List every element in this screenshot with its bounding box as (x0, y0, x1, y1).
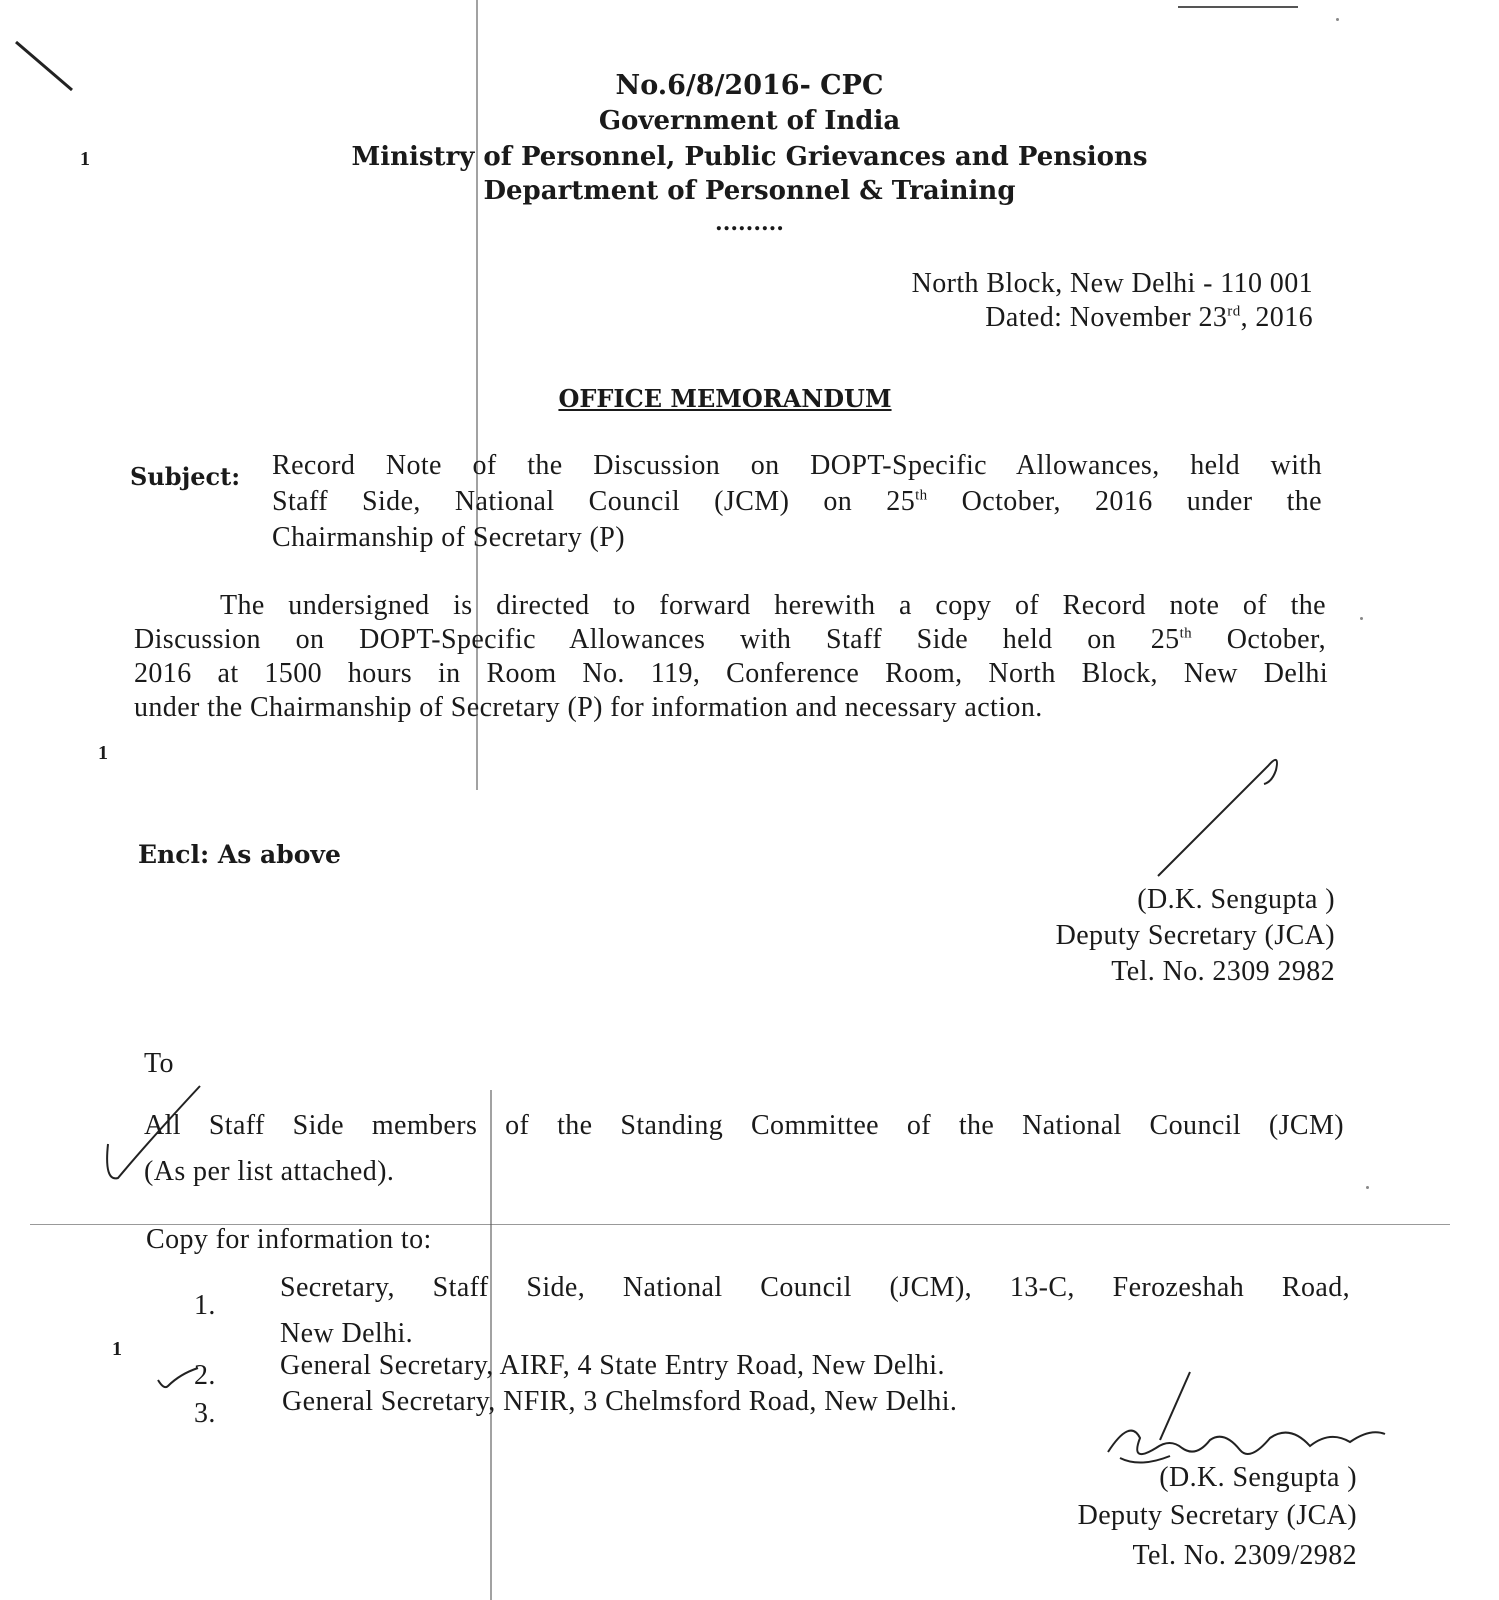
copy-item-text: New Delhi. (280, 1318, 414, 1349)
body-line: The undersigned is directed to forward herewith a copy of Record note of the (220, 590, 1326, 621)
scan-speck (1366, 1186, 1369, 1189)
body-line2-sup: th (1179, 625, 1193, 642)
copy-item-number: 3. (194, 1398, 216, 1429)
government-title: Government of India (598, 106, 901, 136)
copy-item-number: 2. (194, 1360, 216, 1391)
memo-date (985, 302, 1313, 334)
margin-mark: 1 (80, 148, 90, 170)
enclosure-note: Encl: As above (138, 840, 341, 869)
tick-mark-icon (88, 1082, 208, 1192)
ministry-title: Ministry of Personnel, Public Grievances and Pensions (351, 142, 1148, 172)
subject-line2-sup: th (915, 487, 928, 504)
scan-speck (1336, 18, 1339, 21)
scan-fold-line (490, 1090, 492, 1600)
subject-line (272, 486, 1322, 518)
copy-label: Copy for information to: (146, 1224, 432, 1255)
signatory-designation: Deputy Secretary (JCA) (1077, 1500, 1357, 1531)
memo-title: OFFICE MEMORANDUM (558, 384, 892, 413)
copy-item-text: General Secretary, NFIR, 3 Chelmsford Road, New Delhi. (282, 1386, 958, 1417)
to-recipient-line: All Staff Side members of the Standing Committee of the National Council (JCM) (144, 1110, 1344, 1141)
tick-mark-icon (156, 1366, 200, 1392)
copy-item-text: General Secretary, AIRF, 4 State Entry Road, New Delhi. (280, 1350, 945, 1381)
memo-date-year: , 2016 (1240, 302, 1313, 333)
department-title: Department of Personnel & Training (483, 176, 1016, 206)
memo-date-sup: rd (1227, 303, 1241, 320)
subject-label: Subject: (130, 462, 241, 491)
copy-item-number: 1. (194, 1290, 216, 1321)
body-line: under the Chairmanship of Secretary (P) for information and necessary action. (134, 692, 1043, 723)
subject-line: Record Note of the Discussion on DOPT-Specific Allowances, held with (272, 450, 1322, 481)
signatory-name: (D.K. Sengupta ) (1137, 884, 1335, 915)
scan-speck (1360, 617, 1363, 620)
subject-line: Chairmanship of Secretary (P) (272, 522, 625, 553)
scan-top-rule (1178, 6, 1298, 8)
header-separator: ......... (715, 210, 784, 236)
signatory-designation: Deputy Secretary (JCA) (1055, 920, 1335, 951)
subject-line2-b: October, 2016 under the (927, 486, 1322, 517)
signature-stroke-icon (1148, 748, 1288, 882)
copy-item-text: Secretary, Staff Side, National Council (JCM), 13-C, Ferozeshah Road, (280, 1272, 1350, 1303)
signatory-phone: Tel. No. 2309/2982 (1132, 1540, 1357, 1571)
file-number: No.6/8/2016- CPC (615, 70, 884, 101)
body-line2-b: October, (1192, 624, 1326, 655)
body-line: 2016 at 1500 hours in Room No. 119, Conference Room, North Block, New Delhi (134, 658, 1328, 689)
subject-line2-a: Staff Side, National Council (JCM) on 25 (272, 486, 916, 517)
signatory-name: (D.K. Sengupta ) (1159, 1462, 1357, 1493)
signatory-phone: Tel. No. 2309 2982 (1111, 956, 1335, 987)
margin-mark: 1 (112, 1338, 122, 1360)
body-line2-a: Discussion on DOPT-Specific Allowances with Staff Side held on 25 (134, 624, 1180, 655)
body-line (134, 624, 1326, 656)
memo-date-prefix: Dated: November 23 (985, 302, 1228, 333)
address-location: North Block, New Delhi - 110 001 (911, 268, 1313, 299)
margin-mark: 1 (98, 742, 108, 764)
to-label: To (144, 1048, 174, 1079)
to-recipient-note: (As per list attached). (144, 1156, 395, 1187)
